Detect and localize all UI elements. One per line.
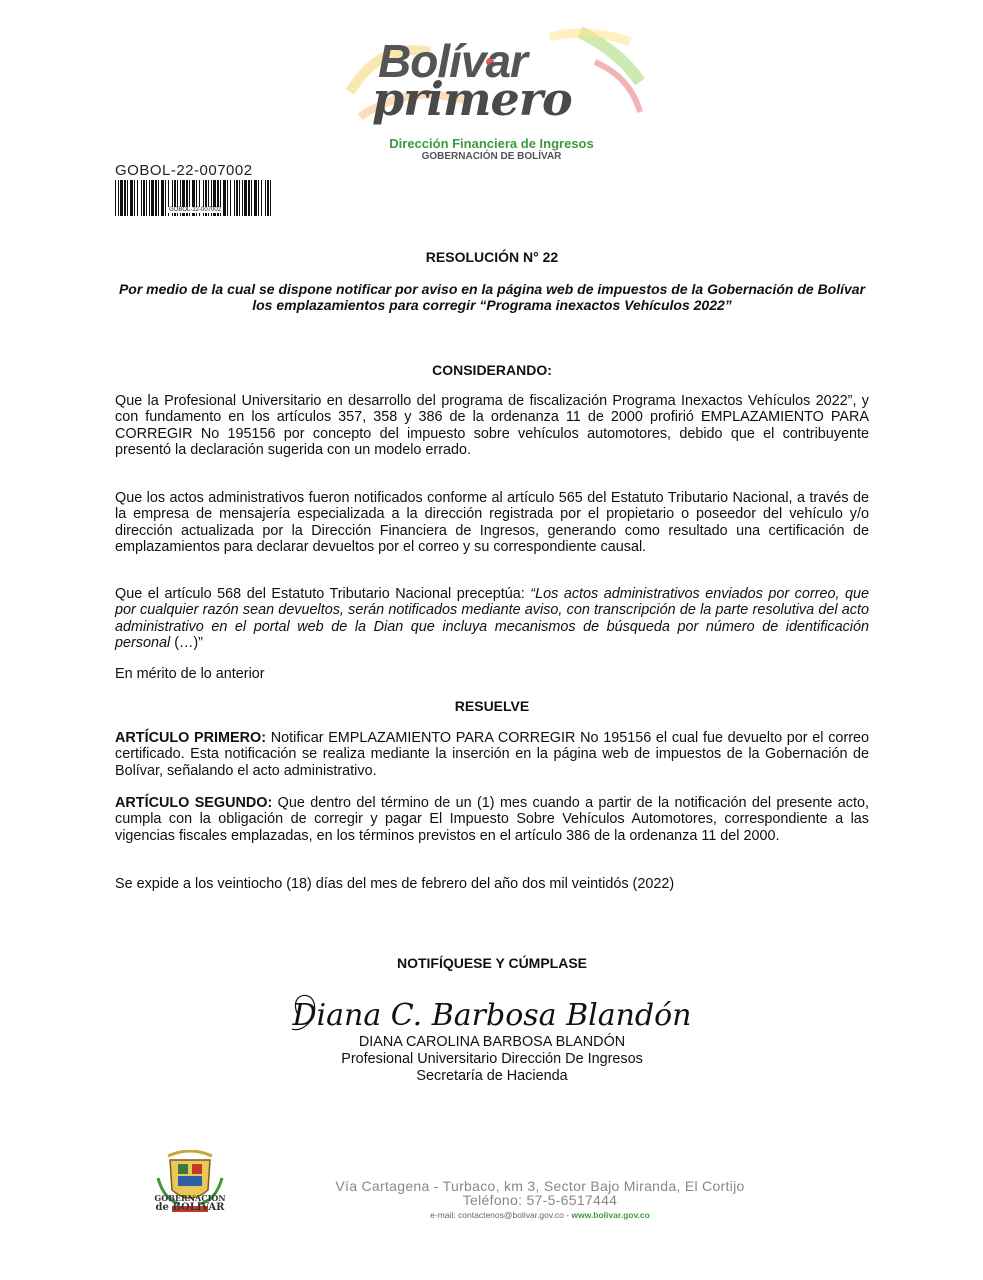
coat-text-line2: de BOLÍVAR xyxy=(155,1202,225,1213)
merito-line: En mérito de lo anterior xyxy=(115,666,265,682)
considerando-paragraph-1: Que la Profesional Universitario en desarrollo del programa de fiscalización Programa Inexactos Vehículos 2022”, y con fundamento en los artículos 357, 358 y 386 de la ordenanza 11 de 2000 profirió EMPLAZAMIENTO PARA CORREGIR No 195156 por concepto del impuesto sobre vehículos automotores, debido que el contribuyente presentó la declaración sugerida con un modelo errado. xyxy=(115,393,869,459)
signer-name: DIANA CAROLINA BARBOSA BLANDÓN xyxy=(358,1034,626,1050)
resuelve-heading: RESUELVE xyxy=(454,698,530,714)
resolution-subtitle: Por medio de la cual se dispone notificar por aviso en la página web de impuestos de la Gobernación de Bolívar los emplazamientos para corregir “Programa inexactos Vehículos 2022” xyxy=(118,281,866,313)
resolution-title: RESOLUCIÓN N° 22 xyxy=(425,249,559,265)
considerando-3-end: (…)” xyxy=(170,635,203,652)
barcode-bar xyxy=(137,180,138,216)
barcode-caption: GOBOL-22-007002 xyxy=(169,207,222,213)
article-2-label: ARTÍCULO SEGUNDO: xyxy=(115,795,273,811)
barcode-bar xyxy=(165,180,166,216)
considerando-3-intro: Que el artículo 568 del Estatuto Tributario Nacional preceptúa: xyxy=(115,586,531,602)
barcode-bar xyxy=(230,180,231,216)
barcode-bar xyxy=(155,180,157,216)
signer-office: Secretaría de Hacienda xyxy=(416,1068,568,1084)
handwritten-signature xyxy=(280,985,704,1041)
footer-website-link[interactable]: www.bolivar.gov.co xyxy=(571,1210,650,1220)
barcode-bar xyxy=(130,180,133,216)
signer-role: Profesional Universitario Dirección De Ingresos xyxy=(341,1051,643,1067)
barcode-bar xyxy=(143,180,145,216)
department-name: Dirección Financiera de Ingresos xyxy=(389,136,594,151)
barcode-bar xyxy=(270,180,271,216)
footer-phone: Teléfono: 57-5-6517444 xyxy=(462,1192,618,1208)
barcode-bar xyxy=(265,180,266,216)
barcode-bar xyxy=(236,180,238,216)
barcode-bar xyxy=(261,180,262,216)
barcode-bar xyxy=(161,180,164,216)
considerando-paragraph-2: Que los actos administrativos fueron notificados conforme al artículo 565 del Estatuto Tributario Nacional, a través de la empresa de mensajería especializada a la dirección registrada por el propietario o poseedor del vehículo y/o dirección actualizada por la Dirección Financiera de Ingresos, generando como resultado una certificación de emplazamientos para declarar devueltos por el correo y su correspondiente causal. xyxy=(115,490,869,556)
government-name: GOBERNACIÓN DE BOLÍVAR xyxy=(421,151,562,162)
barcode-bar xyxy=(248,180,250,216)
barcode-bar xyxy=(134,180,135,216)
barcode-bar xyxy=(242,180,243,216)
notification-heading: NOTIFÍQUESE Y CÚMPLASE xyxy=(396,955,588,971)
footer-address: Vía Cartagena - Turbaco, km 3, Sector Bajo Miranda, El Cortijo xyxy=(335,1178,745,1194)
document-code: GOBOL-22-007002 xyxy=(115,162,253,179)
footer-separator: - xyxy=(563,1210,572,1220)
barcode-bar xyxy=(146,180,147,216)
barcode-bar xyxy=(115,180,116,216)
barcode-bar xyxy=(239,180,240,216)
considerando-heading: CONSIDERANDO: xyxy=(432,362,552,378)
barcode-bar xyxy=(234,180,235,216)
barcode-bar xyxy=(120,180,123,216)
barcode-bar xyxy=(158,180,159,216)
signature-text: Diana C. Barbosa Blandón xyxy=(292,998,692,1033)
barcode-bar xyxy=(227,180,228,216)
logo-text-bolivar: Bolívar xyxy=(378,35,527,87)
barcode-bar xyxy=(127,180,128,216)
article-2 xyxy=(115,795,869,844)
barcode-bar xyxy=(267,180,269,216)
expedition-date: Se expide a los veintiocho (18) días del mes de febrero del año dos mil veintidós (2022) xyxy=(115,876,675,892)
barcode-bar xyxy=(124,180,126,216)
barcode-bar xyxy=(258,180,259,216)
considerando-paragraph-3 xyxy=(115,586,869,652)
article-1-label: ARTÍCULO PRIMERO: xyxy=(115,730,267,746)
considerando-3-quote: “Los actos administrativos enviados por correo, que por cualquier razón sean devueltos, serán notificados mediante aviso, con transcripción de la parte resolutiva del acto administrativo en el portal web de la Dian que incluya mecanismos de búsqueda por número de identificación personal xyxy=(115,586,869,652)
article-1-text: Notificar EMPLAZAMIENTO PARA CORREGIR No 195156 el cual fue devuelto por el correo certificado. Esta notificación se realiza mediante la inserción en la página web de impuestos de la Gobernación de Bolívar, señalando el acto administrativo. xyxy=(115,730,869,779)
footer-email[interactable]: e-mail: contactenos@bolivar.gov.co xyxy=(430,1210,564,1220)
barcode-bar xyxy=(118,180,119,216)
coat-text-line1: GOBERNACIÓN xyxy=(154,1193,226,1203)
article-1 xyxy=(115,730,869,779)
footer-contact xyxy=(300,1210,780,1220)
barcode-bar xyxy=(254,180,257,216)
article-2-text: Que dentro del término de un (1) mes cuando a partir de la notificación del presente acto, cumpla con la obligación de corregir y pagar El Impuesto Sobre Vehículos Automotores, correspondiente a las vigencias fiscales emplazadas, en los términos previstos en el artículo 386 de la ordenanza 11 del 2000. xyxy=(115,795,869,844)
barcode-bar xyxy=(223,180,226,216)
barcode-bar xyxy=(151,180,154,216)
logo-text-primero: primero xyxy=(372,72,572,126)
barcode-bar xyxy=(244,180,247,216)
barcode-bar xyxy=(149,180,150,216)
barcode-bar xyxy=(141,180,142,216)
barcode-bar xyxy=(251,180,252,216)
